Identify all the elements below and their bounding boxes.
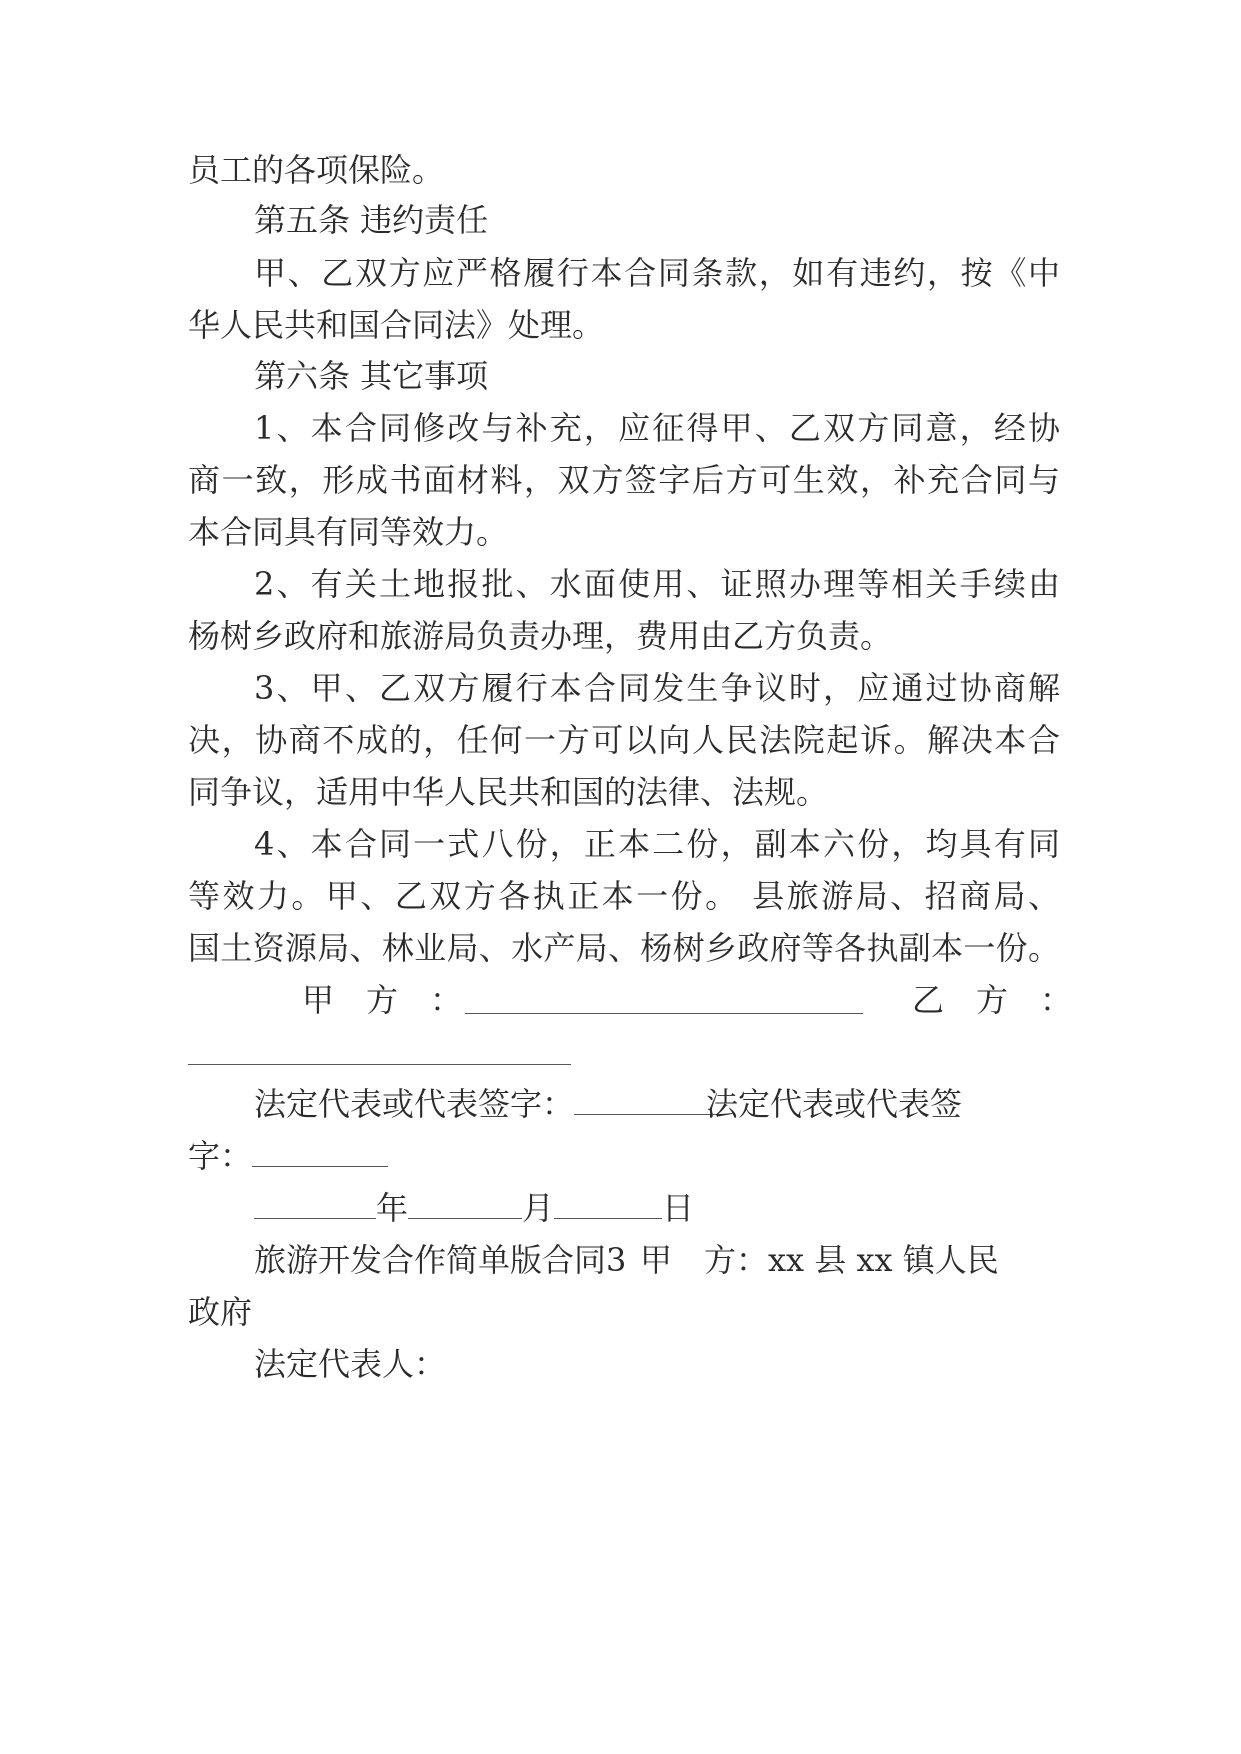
rep-sign-b-label-part1: 法定代表或代表签 (706, 1085, 963, 1123)
legal-representative-label: 法定代表人： (254, 1345, 447, 1383)
document-page (188, 0, 1073, 1754)
date-year-blank[interactable] (254, 1188, 376, 1219)
body-line: 华人民共和国合同法》处理。 (188, 306, 605, 344)
rep-sign-a-blank[interactable] (574, 1084, 722, 1115)
body-line: 同争议，适用中华人民共和国的法律、法规。 (188, 773, 829, 811)
date-line (254, 1188, 694, 1228)
date-day-label: 日 (662, 1189, 695, 1227)
party-a-name: 甲 方：xx 县 xx 镇人民 (640, 1241, 999, 1279)
body-line: 决，协商不成的，任何一方可以向人民法院起诉。解决本合 (188, 721, 1060, 759)
date-year-label: 年 (376, 1189, 409, 1227)
party-a-signature-blank[interactable] (465, 1013, 863, 1014)
contract-title: 旅游开发合作简单版合同3 (254, 1241, 627, 1279)
party-b-signature-blank[interactable] (188, 1064, 571, 1065)
body-line: 4、本合同一式八份，正本二份，副本六份，均具有同 (254, 825, 1060, 863)
date-month-blank[interactable] (408, 1188, 522, 1219)
rep-sign-b-label-part2: 字： (188, 1137, 253, 1175)
party-b-label: 乙 方 ： (912, 981, 1073, 1019)
date-day-blank[interactable] (554, 1188, 662, 1219)
body-line: 本合同具有同等效力。 (188, 513, 509, 551)
body-line: 杨树乡政府和旅游局负责办理，费用由乙方负责。 (188, 617, 893, 655)
rep-signature-row-a (254, 1084, 722, 1124)
party-a-label: 甲 方 ： (302, 981, 463, 1019)
body-line: 等效力。甲、乙双方各执正本一份。 县旅游局、招商局、 (188, 877, 1060, 915)
body-line: 商一致，形成书面材料，双方签字后方可生效，补充合同与 (188, 461, 1060, 499)
body-line: 2、有关土地报批、水面使用、证照办理等相关手续由 (254, 565, 1060, 603)
body-line: 国土资源局、林业局、水产局、杨树乡政府等各执副本一份。 (188, 929, 1060, 967)
rep-signature-row-b (188, 1136, 388, 1176)
body-line: 1、本合同修改与补充，应征得甲、乙双方同意，经协 (254, 409, 1060, 447)
date-month-label: 月 (522, 1189, 555, 1227)
rep-sign-a-label: 法定代表或代表签字： (254, 1085, 575, 1123)
body-line: 3、甲、乙双方履行本合同发生争议时，应通过协商解 (254, 669, 1060, 707)
body-line: 甲、乙双方应严格履行本合同条款，如有违约，按《中 (254, 254, 1060, 292)
article-heading: 第五条 违约责任 (254, 201, 489, 239)
party-a-name-cont: 政府 (188, 1293, 253, 1331)
article-heading: 第六条 其它事项 (254, 357, 489, 395)
body-line: 员工的各项保险。 (188, 151, 445, 189)
rep-sign-b-blank[interactable] (252, 1136, 388, 1167)
